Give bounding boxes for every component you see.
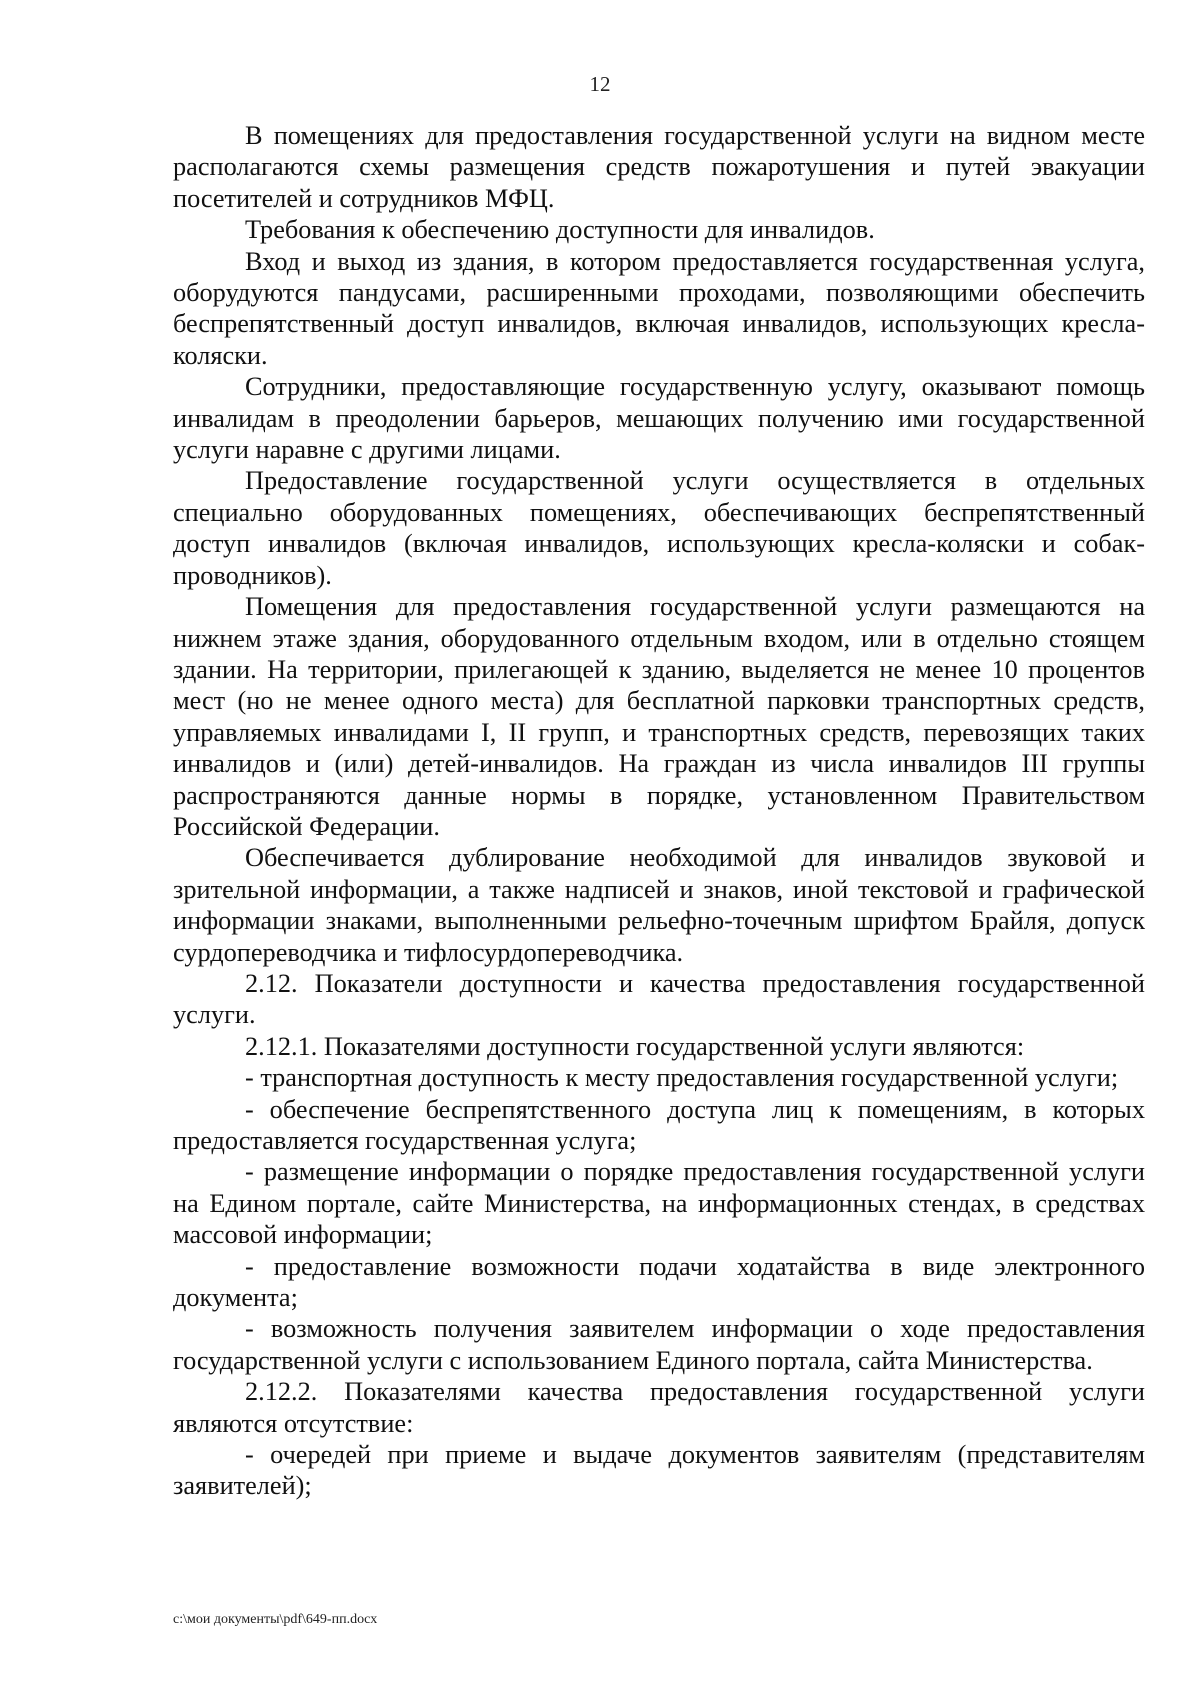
- page-number: 12: [589, 72, 611, 96]
- footer-file-path: c:\мои документы\pdf\649-пп.docx: [173, 1612, 378, 1627]
- paragraph: Требования к обеспечению доступности для инвалидов.: [245, 215, 875, 245]
- list-item: - предоставление возможности подачи ходатайства в виде электронного документа;: [173, 1251, 1145, 1313]
- paragraph: Помещения для предоставления государственной услуги размещаются на нижнем этаже здания, оборудованного отдельным входом, или в отдельно стоящем здании. На территории, прилегающей к зданию, выделяется не менее 10 процентов мест (но не менее одного места) для бесплатной парковки транспортных средств, управляемых инвалидами I, II групп, и транспортных средств, перевозящих таких инвалидов и (или) детей-инвалидов. На граждан из числа инвалидов III группы распространяются данные нормы в порядке, установленном Правительством Российской Федерации.: [173, 592, 1145, 841]
- paragraph: Сотрудники, предоставляющие государственную услугу, оказывают помощь инвалидам в преодолении барьеров, мешающих получению ими государственной услуги наравне с другими лицами.: [173, 372, 1145, 465]
- list-item: - обеспечение беспрепятственного доступа лиц к помещениям, в которых предоставляется государственная услуга;: [173, 1094, 1145, 1155]
- paragraph: 2.12.2. Показателями качества предоставления государственной услуги являются отсутствие:: [173, 1377, 1145, 1438]
- paragraph: Вход и выход из здания, в котором предоставляется государственная услуга, оборудуются пандусами, расширенными проходами, позволяющими обеспечить беспрепятственный доступ инвалидов, включая инвалидов, использующих кресла-коляски.: [173, 246, 1145, 370]
- paragraph: Обеспечивается дублирование необходимой для инвалидов звуковой и зрительной информации, а также надписей и знаков, иной текстовой и графической информации знаками, выполненными рельефно-точечным шрифтом Брайля, допуск сурдопереводчика и тифлосурдопереводчика.: [173, 843, 1145, 967]
- paragraph: В помещениях для предоставления государственной услуги на видном месте располагаются схемы размещения средств пожаротушения и путей эвакуации посетителей и сотрудников МФЦ.: [173, 121, 1145, 213]
- paragraph: Предоставление государственной услуги осуществляется в отдельных специально оборудованных помещениях, обеспечивающих беспрепятственный доступ инвалидов (включая инвалидов, использующих кресла-коляски и собак-проводников).: [173, 466, 1145, 590]
- list-item: - транспортная доступность к месту предоставления государственной услуги;: [245, 1063, 1119, 1093]
- list-item: - очередей при приеме и выдаче документов заявителям (представителям заявителей);: [173, 1440, 1145, 1501]
- document-body: [173, 120, 1145, 1502]
- list-item: - размещение информации о порядке предоставления государственной услуги на Едином портале, сайте Министерства, на информационных стендах, в средствах массовой информации;: [173, 1157, 1145, 1250]
- section-heading: 2.12. Показатели доступности и качества предоставления государственной услуги.: [173, 968, 1145, 1030]
- paragraph: 2.12.1. Показателями доступности государственной услуги являются:: [245, 1031, 1025, 1061]
- list-item: - возможность получения заявителем информации о ходе предоставления государственной услуги с использованием Единого портала, сайта Министерства.: [173, 1314, 1145, 1375]
